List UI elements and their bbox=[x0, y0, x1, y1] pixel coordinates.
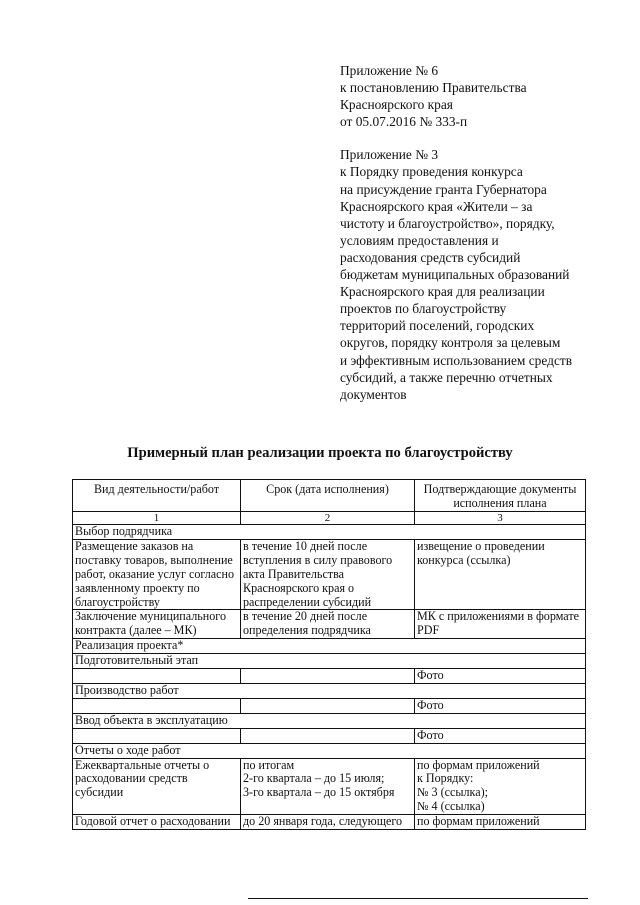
document-cell: по формам приложений к Порядку: № 3 (ссылка); № 4 (ссылка) bbox=[415, 758, 586, 815]
section-label: Ввод объекта в эксплуатацию bbox=[73, 713, 586, 728]
deadline-cell: до 20 января года, следующего bbox=[241, 815, 415, 830]
appendix-3-line: документов bbox=[340, 386, 407, 402]
activity-cell: Заключение муниципального контракта (далее – МК) bbox=[73, 610, 241, 639]
plan-table bbox=[72, 479, 586, 830]
document-cell: Фото bbox=[415, 669, 586, 684]
appendix-3-line: проектов по благоустройству bbox=[340, 301, 507, 317]
section-row bbox=[73, 639, 586, 654]
appendix-3-line: Красноярского края «Жители – за bbox=[340, 198, 533, 214]
table-row bbox=[73, 698, 586, 713]
document-cell: Фото bbox=[415, 728, 586, 743]
column-number: 3 bbox=[415, 512, 586, 525]
table-row bbox=[73, 815, 586, 830]
column-header: Срок (дата исполнения) bbox=[241, 480, 415, 512]
appendix-3-line: Приложение № 3 bbox=[340, 147, 439, 163]
appendix-3-line: территорий поселений, городских bbox=[340, 318, 535, 334]
table-row bbox=[73, 669, 586, 684]
appendix-3-line: расходования средств субсидий bbox=[340, 249, 521, 265]
column-header: Вид деятельности/работ bbox=[73, 480, 241, 512]
appendix-3-line: Красноярского края для реализации bbox=[340, 284, 545, 300]
appendix-6-line: Приложение № 6 bbox=[340, 63, 439, 78]
deadline-cell bbox=[241, 698, 415, 713]
table-row bbox=[73, 728, 586, 743]
column-number-row bbox=[73, 512, 586, 525]
deadline-cell: в течение 10 дней после вступления в силу правового акта Правительства Красноярского края о распределении субсидий bbox=[241, 539, 415, 610]
section-label: Производство работ bbox=[73, 683, 586, 698]
table-row bbox=[73, 539, 586, 610]
document-cell: МК с приложениями в формате PDF bbox=[415, 610, 586, 639]
appendix-3-line: округов, порядку контроля за целевым bbox=[340, 335, 561, 351]
appendix-6-header bbox=[340, 62, 610, 403]
column-number: 2 bbox=[241, 512, 415, 525]
document-cell: Фото bbox=[415, 698, 586, 713]
section-row bbox=[73, 525, 586, 540]
deadline-cell bbox=[241, 669, 415, 684]
appendix-6-line: от 05.07.2016 № 333-п bbox=[340, 114, 468, 130]
section-row bbox=[73, 743, 586, 758]
column-number: 1 bbox=[73, 512, 241, 525]
activity-cell bbox=[73, 669, 241, 684]
appendix-3-line: и эффективным использованием средств bbox=[340, 352, 573, 368]
appendix-6-line: Красноярского края bbox=[340, 97, 453, 113]
deadline-cell: в течение 20 дней после определения подрядчика bbox=[241, 610, 415, 639]
page-edge-line bbox=[248, 898, 588, 899]
appendix-3-line: условиям предоставления и bbox=[340, 232, 499, 248]
header-gap bbox=[340, 130, 610, 146]
section-row bbox=[73, 683, 586, 698]
document-title: Примерный план реализации проекта по благоустройству bbox=[127, 445, 513, 461]
appendix-3-line: к Порядку проведения конкурса bbox=[340, 164, 523, 180]
deadline-cell bbox=[241, 728, 415, 743]
appendix-3-line: субсидий, а также перечню отчетных bbox=[340, 369, 553, 385]
appendix-3-line: чистоту и благоустройство», порядку, bbox=[340, 215, 555, 231]
section-row bbox=[73, 713, 586, 728]
activity-cell bbox=[73, 698, 241, 713]
appendix-6-line: к постановлению Правительства bbox=[340, 80, 527, 96]
document-cell: по формам приложений bbox=[415, 815, 586, 830]
section-label: Подготовительный этап bbox=[73, 654, 586, 669]
section-label: Реализация проекта* bbox=[73, 639, 586, 654]
activity-cell bbox=[73, 728, 241, 743]
section-row bbox=[73, 654, 586, 669]
section-label: Отчеты о ходе работ bbox=[73, 743, 586, 758]
activity-cell: Ежеквартальные отчеты о расходовании средств субсидии bbox=[73, 758, 241, 815]
table-row bbox=[73, 610, 586, 639]
activity-cell: Размещение заказов на поставку товаров, выполнение работ, оказание услуг согласно заявленному проекту по благоустройству bbox=[73, 539, 241, 610]
document-cell: извещение о проведении конкурса (ссылка) bbox=[415, 539, 586, 610]
table-header-row bbox=[73, 480, 586, 512]
column-header: Подтверждающие документы исполнения плана bbox=[415, 480, 586, 512]
activity-cell: Годовой отчет о расходовании bbox=[73, 815, 241, 830]
section-label: Выбор подрядчика bbox=[73, 525, 586, 540]
table-row bbox=[73, 758, 586, 815]
appendix-3-line: бюджетам муниципальных образований bbox=[340, 267, 570, 283]
deadline-cell: по итогам 2-го квартала – до 15 июля; 3-го квартала – до 15 октября bbox=[241, 758, 415, 815]
appendix-3-line: на присуждение гранта Губернатора bbox=[340, 181, 547, 197]
